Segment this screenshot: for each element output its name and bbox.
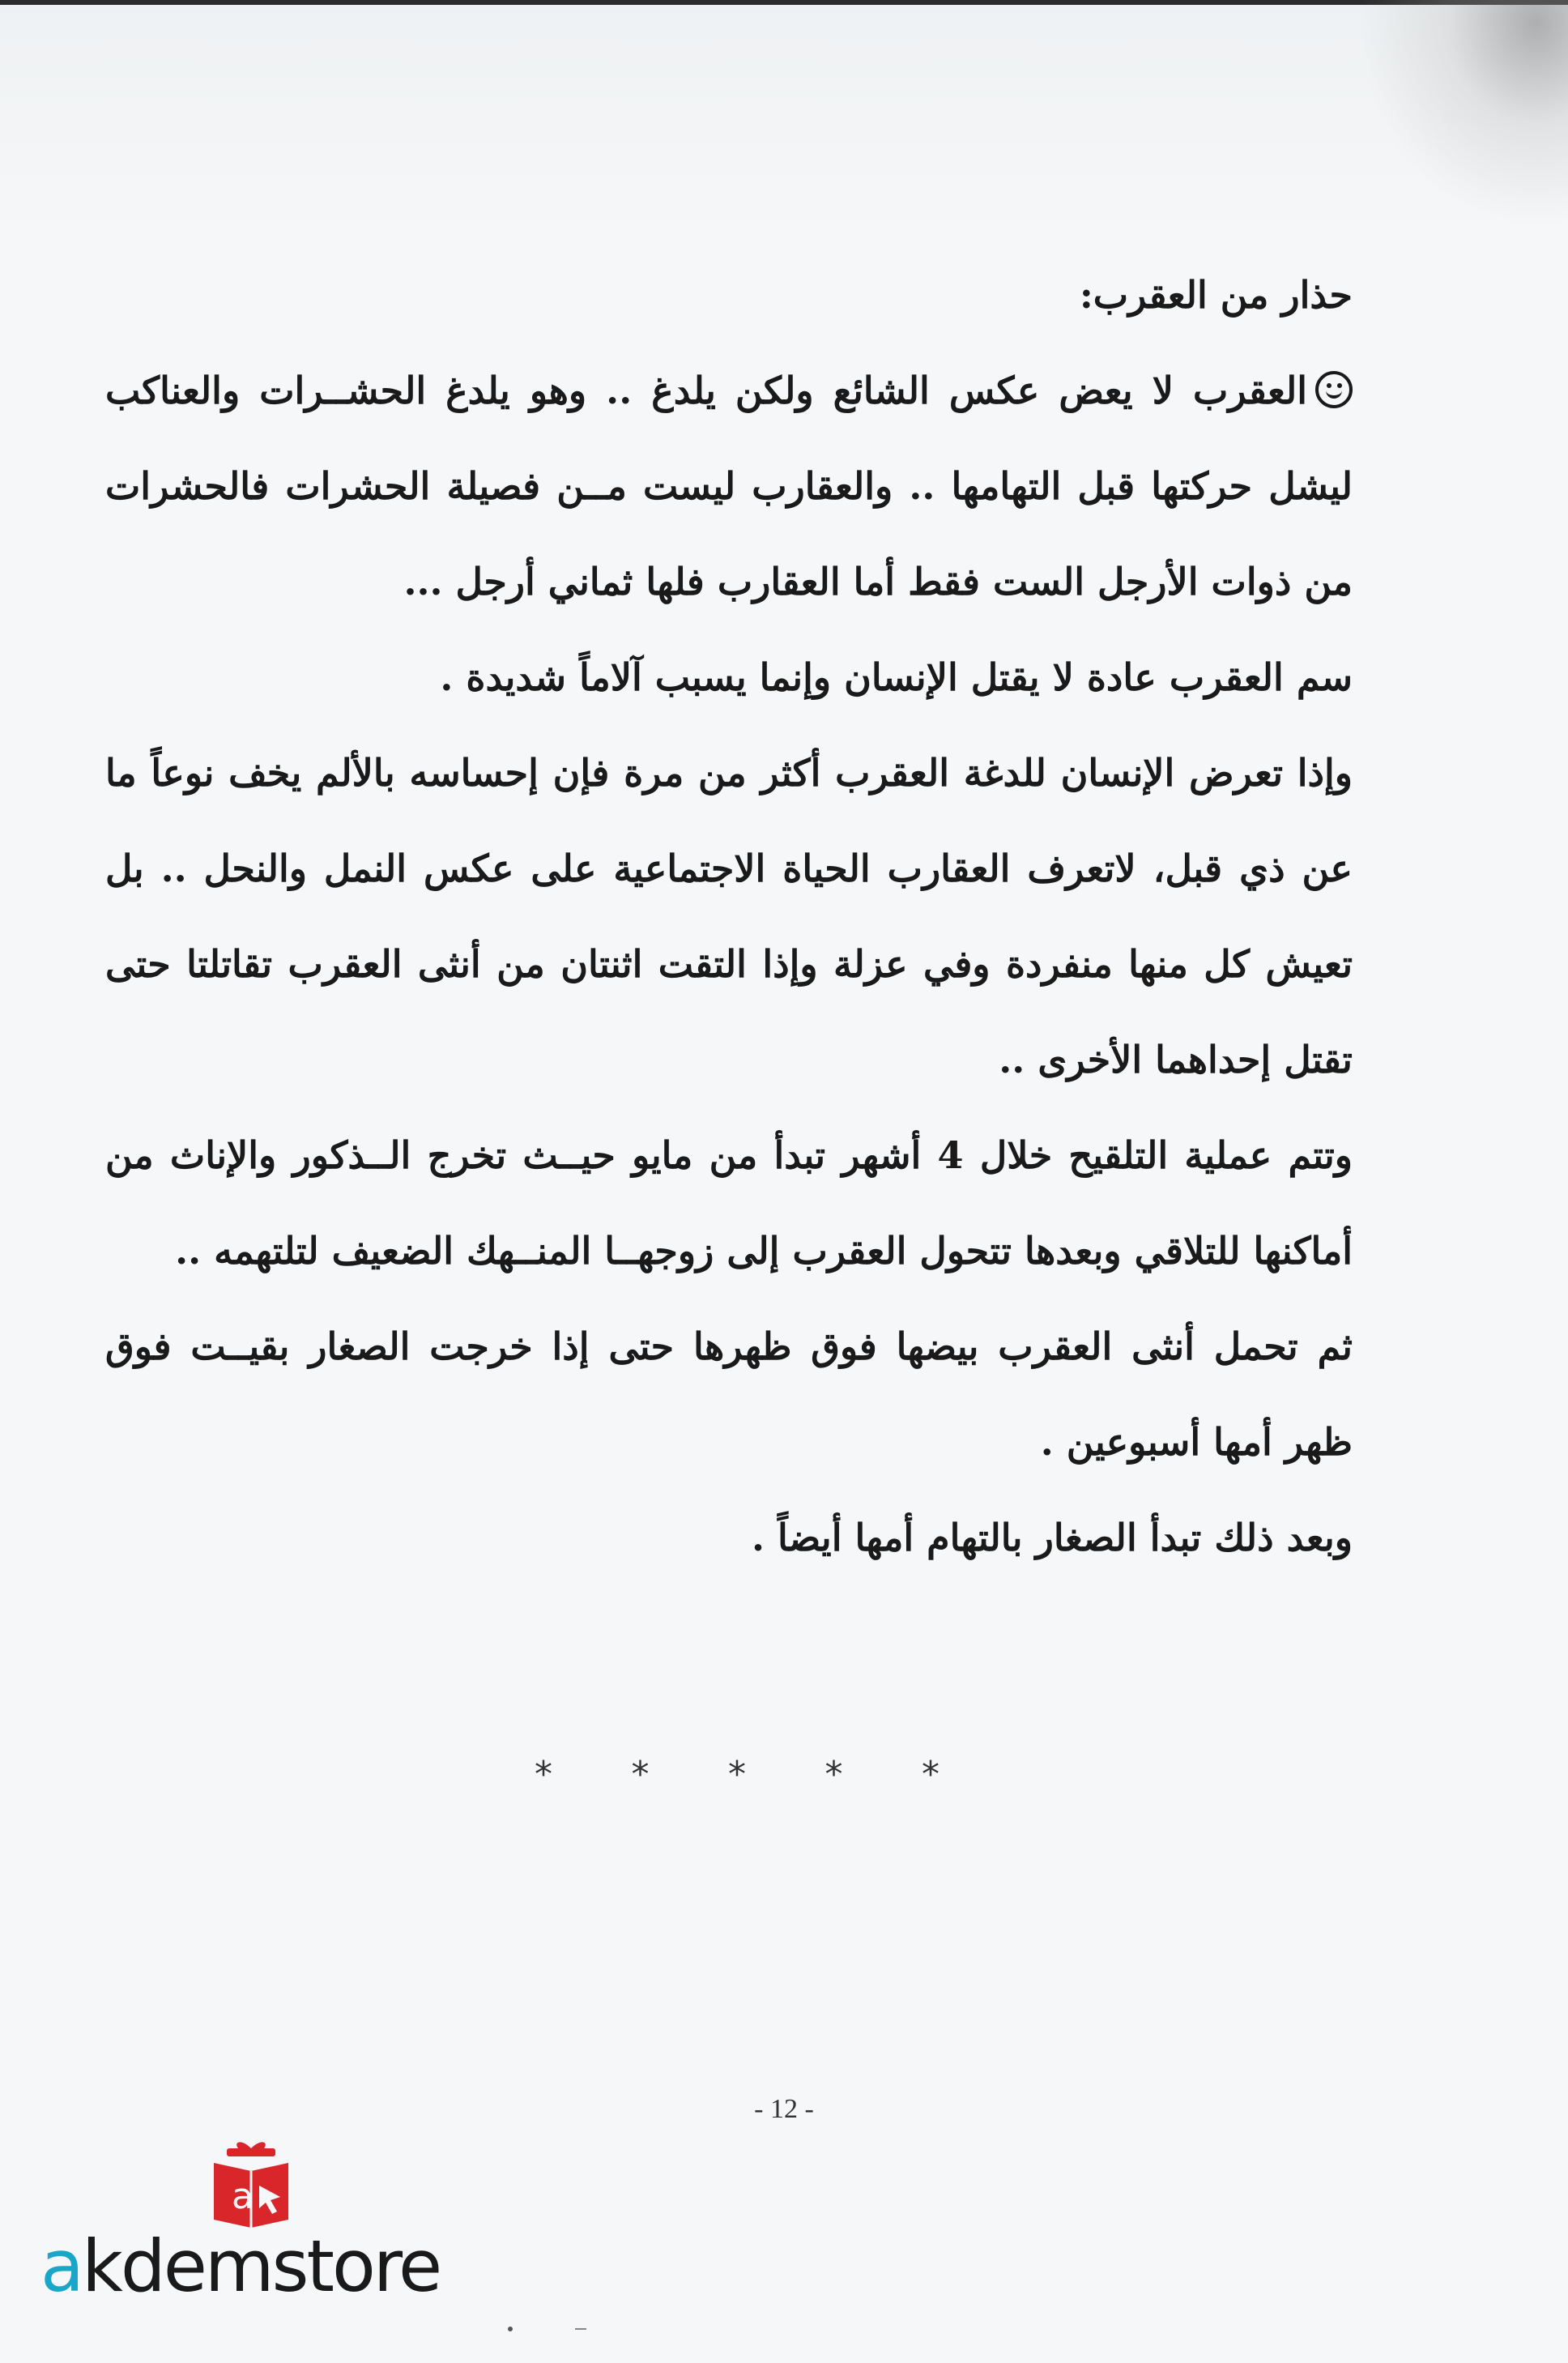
scan-corner-shadow [1357,0,1568,227]
paragraph-4: وتتم عملية التلقيح خلال 4 أشهر تبدأ من مايو حيــث تخرج الــذكور والإناث من أماكنها للتلاقي وبعدها تتحول العقرب إلى زوجهــا المنــهك الضعيف لتلتهمه .. [105,1133,1353,1273]
logo-letter-a: a [40,2224,82,2308]
article-heading: حذار من العقرب: [1079,273,1353,317]
paragraph-5: ثم تحمل أنثى العقرب بيضها فوق ظهرها حتى إذا خرجت الصغار بقيــت فوق ظهر أمها أسبوعين . [105,1324,1353,1464]
paragraph-3: وإذا تعرض الإنسان للدغة العقرب أكثر من مرة فإن إحساسه بالألم يخف نوعاً ما عن ذي قبل، لاتعرف العقارب الحياة الاجتماعية على عكس النمل والنحل .. بل تعيش كل منها منفردة وفي عزلة وإذا التقت اثنتان من أنثى العقرب تقاتلتا حتى تقتل إحداهما الأخرى .. [105,751,1353,1081]
scan-specks [502,2325,599,2333]
separator-star: * [535,1754,552,1795]
separator-star: * [824,1754,843,1795]
separator-star: * [728,1754,746,1795]
paragraph-1-text: العقرب لا يعض عكس الشائع ولكن يلدغ .. وهو يلدغ الحشــرات والعناكب ليشل حركتها قبل التهامها .. والعقارب ليست مــن فصيلة الحشرات فالحشرات من ذوات الأرجل الست فقط أما العقارب فلها ثماني أرجل ... [105,369,1353,604]
logo-wordmark [40,2224,441,2308]
logo-letters-rest: kdemstore [81,2224,441,2308]
article-body [105,247,1353,1585]
paragraph-2: سم العقرب عادة لا يقتل الإنسان وإنما يسبب آلاماً شديدة . [440,655,1353,699]
page-top-edge [0,0,1568,5]
section-separator [535,1754,940,1795]
page-number: - 12 - [754,2094,814,2124]
paragraph-1 [105,343,1353,629]
smiley-icon [1315,371,1353,408]
logo-icon-letter: a [232,2176,254,2217]
separator-star: * [631,1754,650,1795]
book-cart-icon [202,2139,300,2236]
akdemstore-logo [40,2139,478,2308]
paragraph-6: وبعد ذلك تبدأ الصغار بالتهام أمها أيضاً . [752,1516,1353,1559]
separator-star: * [922,1754,940,1795]
